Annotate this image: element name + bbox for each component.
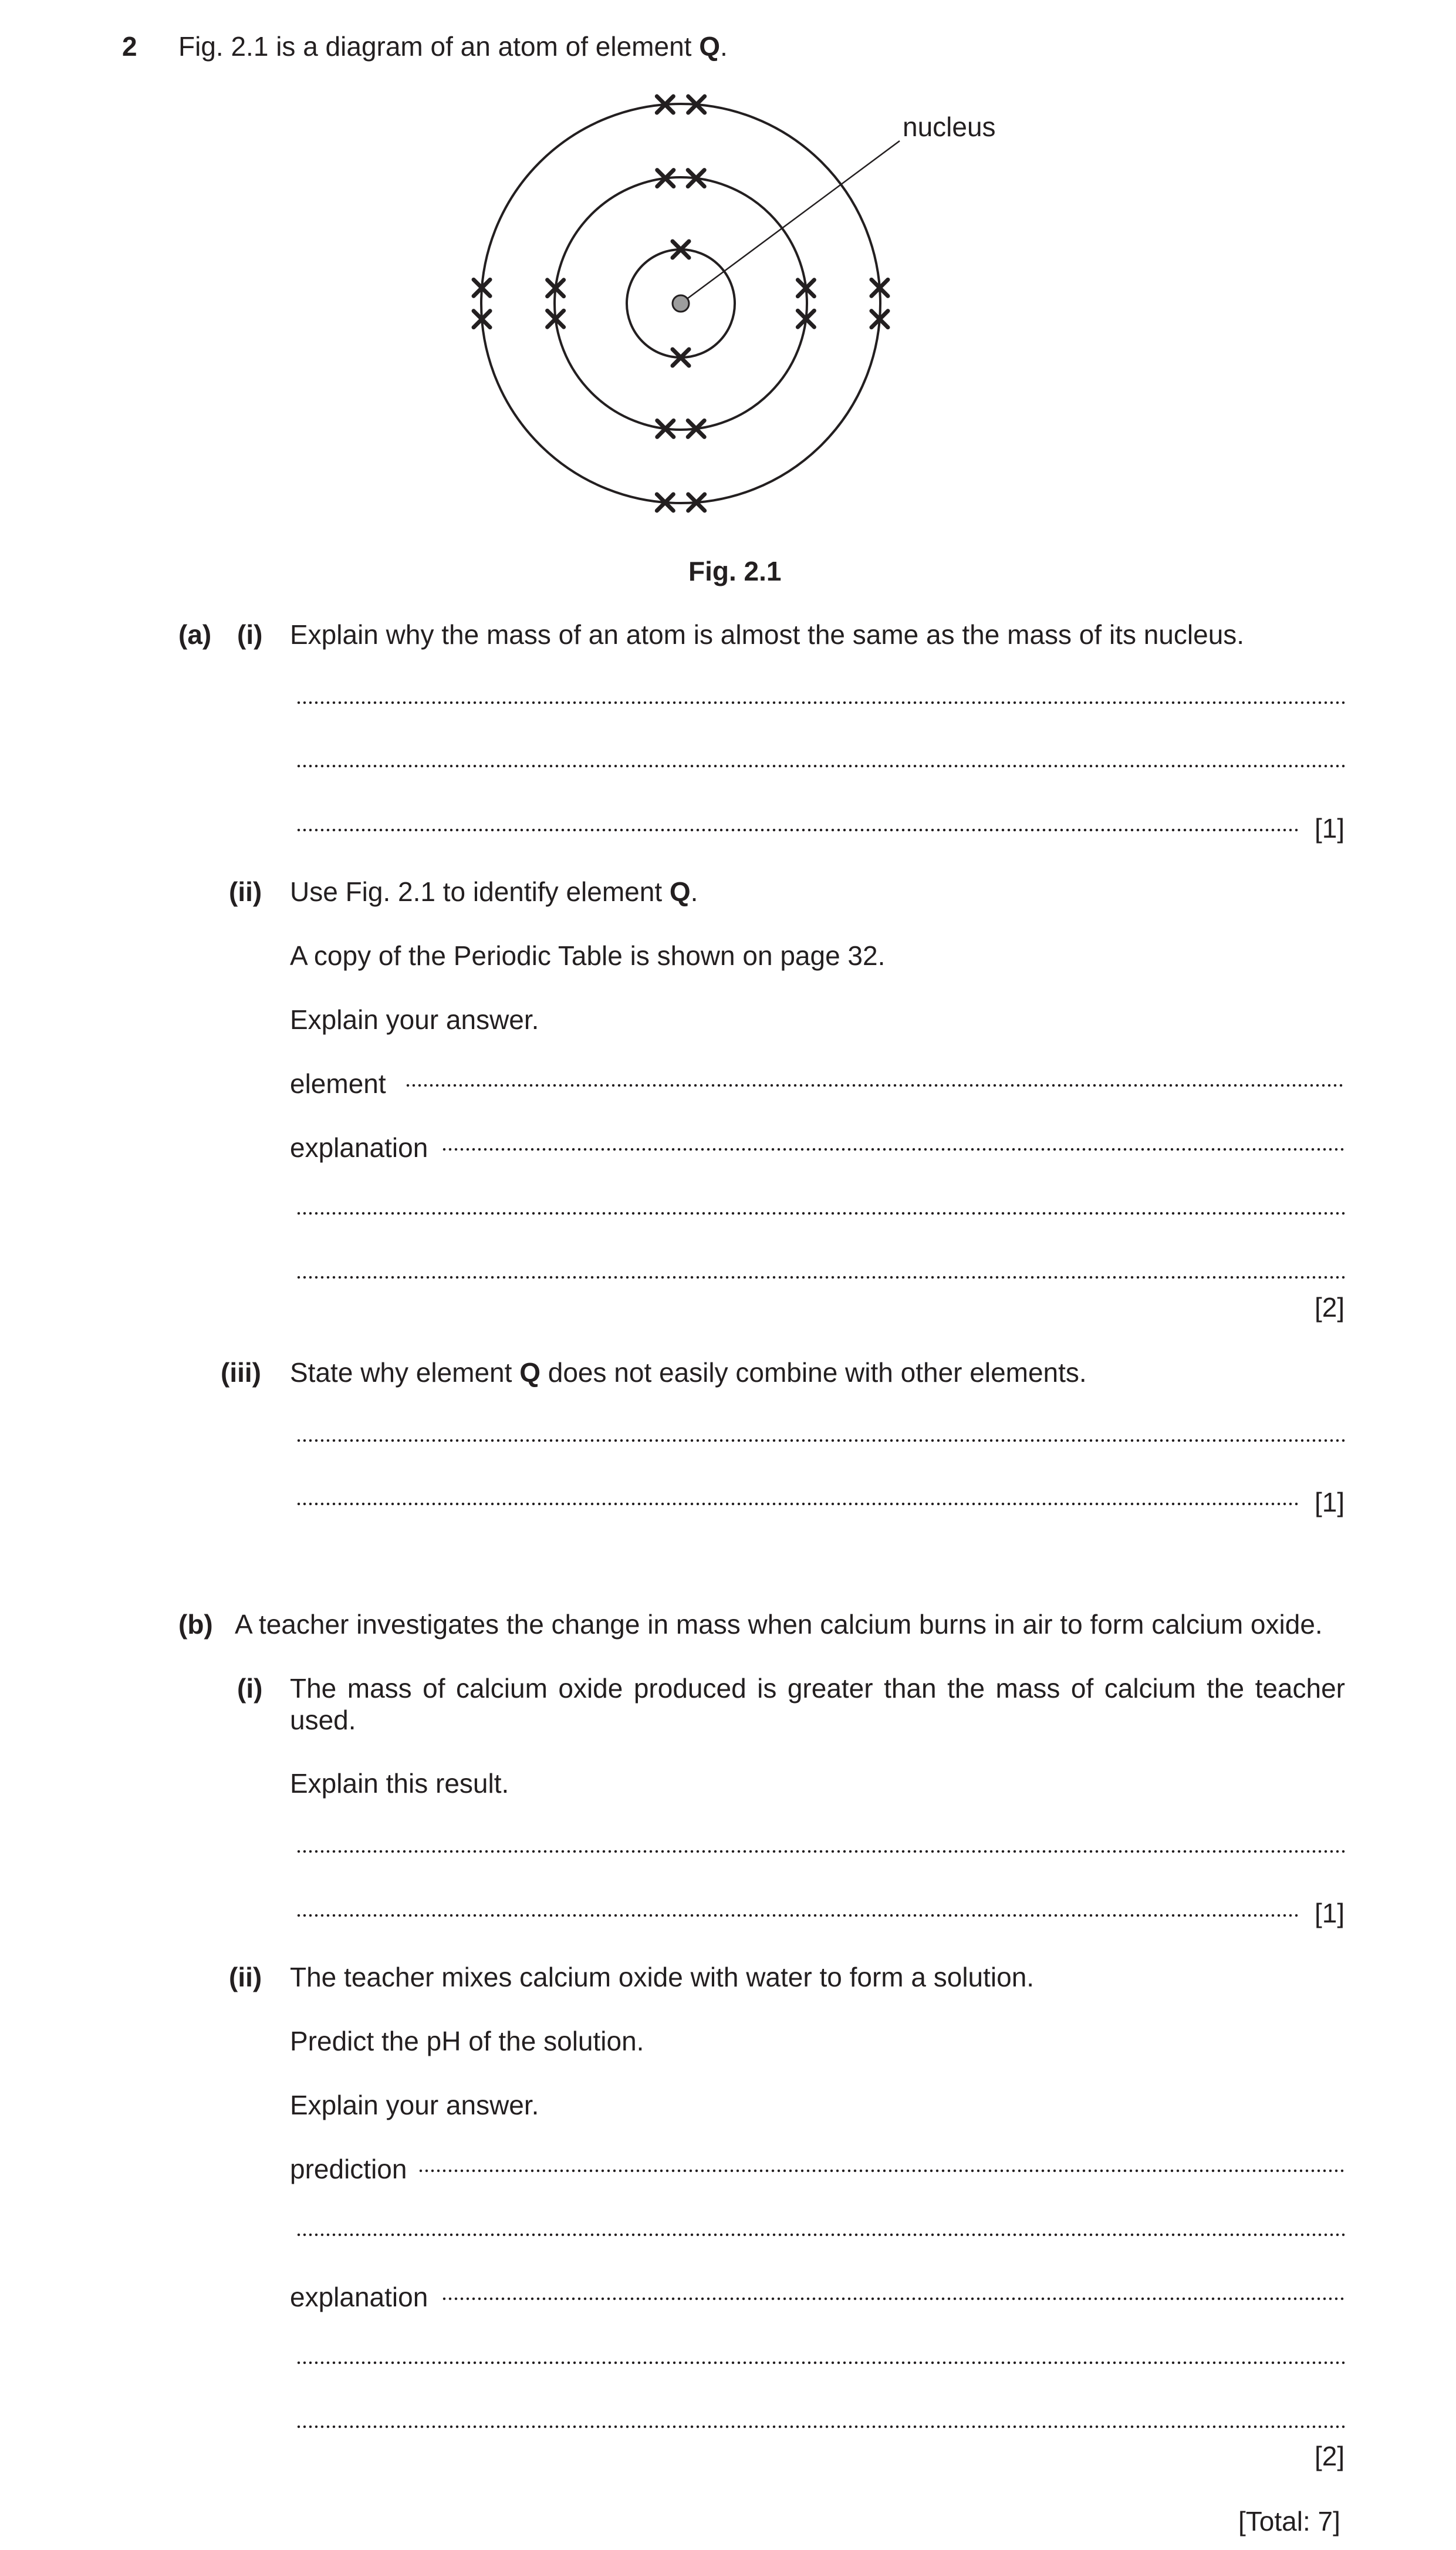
answer-line-a-iii-2[interactable] [296,1502,1300,1506]
part-b-intro: A teacher investigates the change in mass when calcium burns in air to form calcium oxide. [235,1609,1323,1640]
answer-line-a-ii-explanation-1[interactable] [441,1148,1345,1151]
part-b-ii-predict-prompt: Predict the pH of the solution. [290,2026,644,2056]
part-a-ii-periodic-note: A copy of the Periodic Table is shown on page 32. [290,940,886,971]
part-b-ii-question: The teacher mixes calcium oxide with water to form a solution. [290,1962,1035,1992]
answer-line-b-i-1[interactable] [296,1850,1345,1853]
explanation-label-b: explanation [290,2282,428,2312]
answer-line-a-ii-explanation-3[interactable] [296,1276,1345,1279]
mark-b-i: [1] [1315,1898,1345,1928]
answer-line-a-ii-explanation-2[interactable] [296,1212,1345,1215]
answer-line-a-iii-1[interactable] [296,1439,1345,1442]
part-a-ii-explain-prompt: Explain your answer. [290,1004,539,1035]
answer-line-element[interactable] [405,1084,1345,1087]
answer-line-prediction-2[interactable] [296,2233,1345,2237]
prediction-label: prediction [290,2154,407,2184]
part-a-label: (a) [178,619,212,650]
answer-line-prediction[interactable] [418,2169,1345,2173]
nucleus-pointer-line [681,141,900,303]
total-marks: [Total: 7] [1238,2506,1340,2536]
a-ii-text: Use Fig. 2.1 to identify element [290,876,670,907]
explanation-label-a: explanation [290,1132,428,1163]
mark-a-iii: [1] [1315,1487,1345,1517]
a-iii-text-end: does not easily combine with other elements. [540,1357,1087,1388]
a-iii-text: State why element [290,1357,520,1388]
a-iii-element-q: Q [519,1357,540,1388]
answer-line-b-ii-explanation-2[interactable] [296,2361,1345,2365]
answer-line-b-ii-explanation-3[interactable] [296,2425,1345,2428]
part-b-i-label: (i) [237,1673,263,1704]
answer-line-a-i-2[interactable] [296,764,1345,768]
element-label: element [290,1068,386,1099]
answer-line-b-ii-explanation-1[interactable] [441,2297,1345,2301]
part-a-i-question: Explain why the mass of an atom is almost the same as the mass of its nucleus. [290,619,1245,650]
mark-a-i: [1] [1315,813,1345,844]
part-a-iii-label: (iii) [221,1357,261,1388]
part-b-ii-label: (ii) [229,1962,262,1992]
answer-line-a-i-3[interactable] [296,828,1300,832]
part-b-ii-explain-prompt: Explain your answer. [290,2090,539,2120]
question-number: 2 [122,31,137,62]
mark-b-ii: [2] [1315,2441,1345,2471]
part-a-iii-question [290,1359,1087,1386]
part-b-i-question-line1: The mass of calcium oxide produced is greater than the mass of calcium the teacher [290,1673,1345,1704]
answer-line-b-i-2[interactable] [296,1914,1300,1917]
nucleus [673,295,689,312]
part-a-ii-label: (ii) [229,876,262,907]
a-ii-period: . [690,876,698,907]
part-a-i-label: (i) [237,619,263,650]
question-intro [178,33,728,60]
part-b-i-explain-prompt: Explain this result. [290,1768,509,1799]
mark-a-ii: [2] [1315,1292,1345,1323]
answer-line-a-i-1[interactable] [296,701,1345,704]
figure-caption: Fig. 2.1 [688,556,782,586]
part-b-label: (b) [178,1609,213,1640]
a-ii-element-q: Q [669,876,691,907]
atom-diagram [0,82,1456,610]
nucleus-label: nucleus [903,112,996,142]
part-b-i-question-line2: used. [290,1705,356,1735]
intro-period: . [720,31,728,62]
intro-element-q: Q [699,31,721,62]
intro-text: Fig. 2.1 is a diagram of an atom of element [178,31,700,62]
part-a-ii-question [290,878,698,905]
